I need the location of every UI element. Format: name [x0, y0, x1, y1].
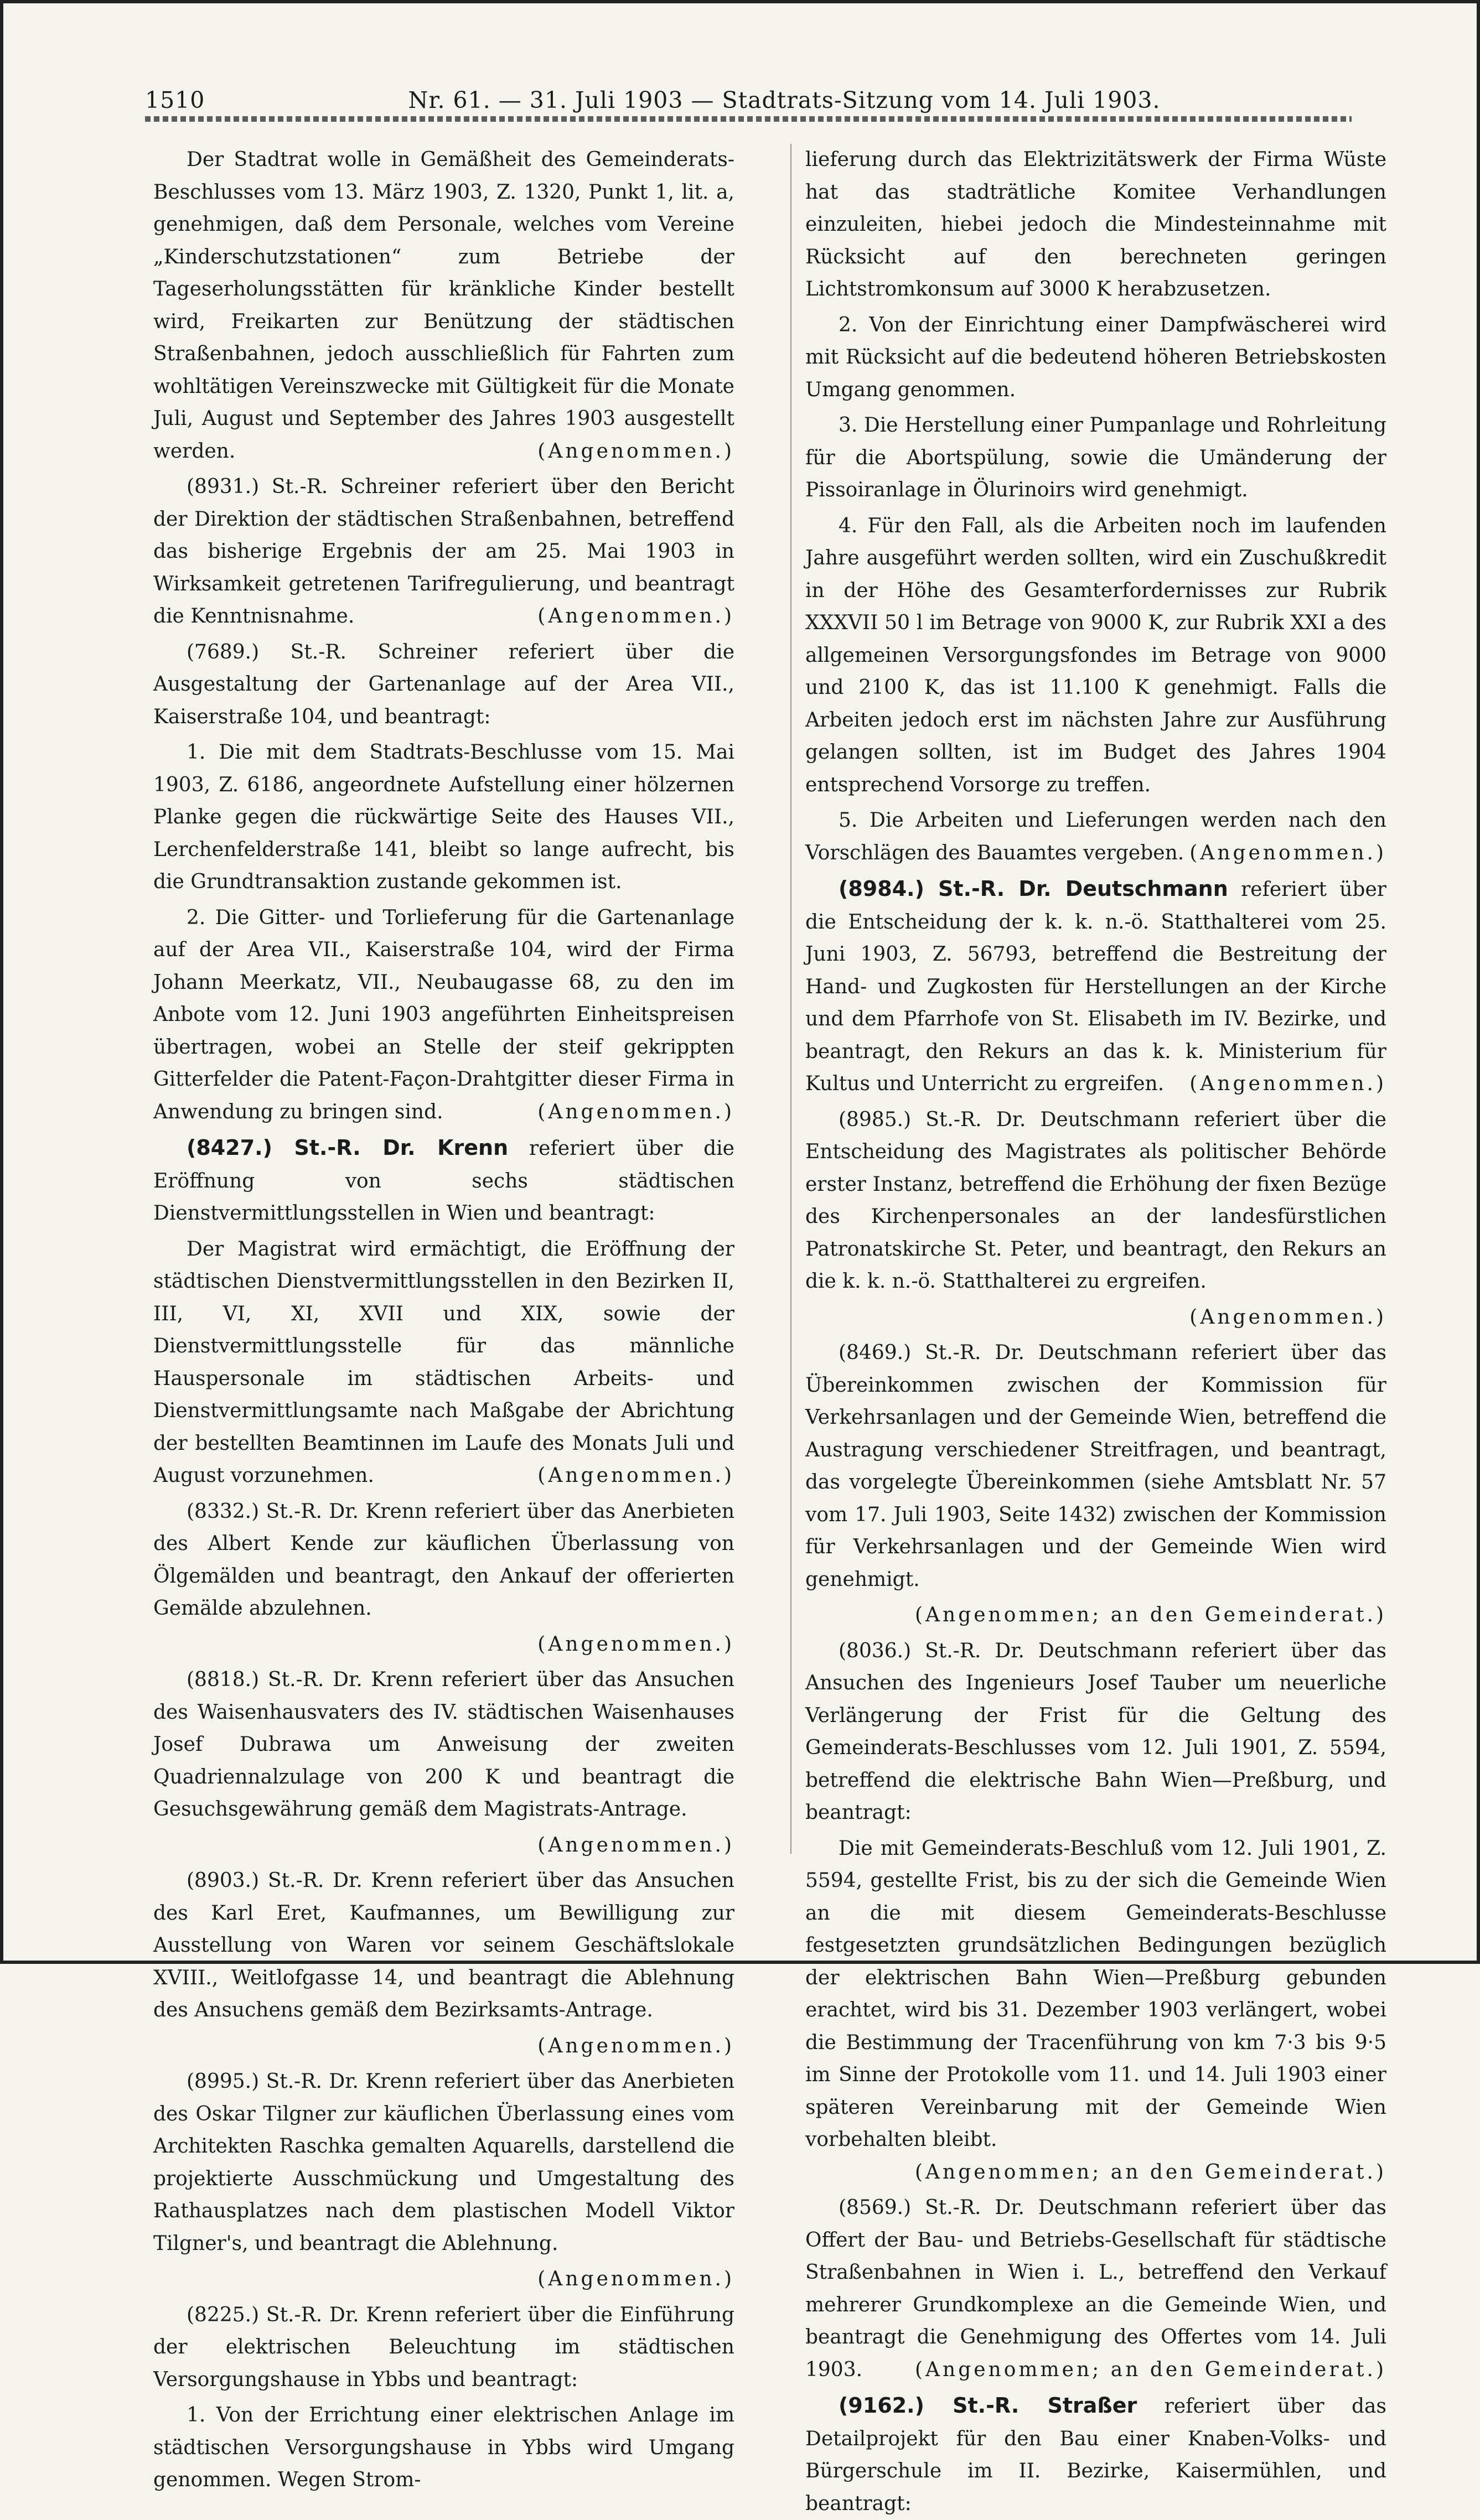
resolution-tag: (Angenommen.) [537, 2034, 734, 2057]
paragraph-text: referiert über die Entscheidung der k. k. n.-ö. Statthalterei vom 25. Juni 1903, Z. 56793, betreffend die Bestreitung der Hand- und Zugkosten für Herstellungen an der Kirche und dem Pfarrhofe von St. Elisabeth im IV. Bezirke, und beantragt, den Rekurs an das k. k. Ministerium für Kultus und Unterricht zu ergreifen. [805, 878, 1386, 1095]
paragraph-text: 5. Die Arbeiten und Lieferungen werden nach den Vorschlägen des Bauamtes vergeben. [805, 809, 1386, 864]
paragraph-text: (8931.) St.-R. Schreiner referiert über den Bericht der Direktion der städtischen Straßenbahnen, betreffend das bisherige Ergebnis der am 25. Mai 1903 in Wirksamkeit getretenen Tarifregulierung, und beantragt die Kenntnisnahme. [153, 475, 734, 628]
paragraph [805, 1337, 1386, 1596]
paragraph [153, 2066, 734, 2260]
paragraph-text: (8036.) St.-R. Dr. Deutschmann referiert über das Ansuchen des Ingenieurs Josef Tauber um neuerliche Verlängerung der Frist für die Geltung des Gemeinderats-Beschlusses vom 12. Juli 1901, Z. 5594, betreffend die elektrische Bahn Wien—Preßburg, und beantragt: [805, 1639, 1386, 1824]
paragraph [805, 2389, 1386, 2520]
resolution-tag: (Angenommen.) [537, 439, 734, 463]
paragraph-text: 2. Die Gitter- und Torlieferung für die Gartenanlage auf der Area VII., Kaiserstraße 104, wird der Firma Johann Meerkatz, VII., Neubaugasse 68, zu den im Anbote vom 12. Juni 1903 angeführten Einheitspreisen übertragen, wobei an Stelle der steif gekrippten Gitterfelder die Patent-Façon-Drahtgitter dieser Firma in Anwendung zu bringen sind. [153, 906, 734, 1123]
resolution-tag: (Angenommen.) [1189, 841, 1386, 864]
resolution-tag: (Angenommen; an den Gemeinderat.) [914, 2160, 1386, 2184]
resolution-tag: (Angenommen; an den Gemeinderat.) [914, 2358, 1386, 2381]
paragraph [153, 1132, 734, 1230]
paragraph [805, 309, 1386, 407]
paragraph-text: 1. Die mit dem Stadtrats-Beschlusse vom 15. Mai 1903, Z. 6186, angeordnete Aufstellung einer hölzernen Planke gegen die rückwärtige Seite des Hauses VII., Lerchenfelderstraße 141, bleibt so lange aufrecht, bis die Grundtransaktion zustande gekommen ist. [153, 741, 734, 893]
paragraph [153, 902, 734, 1129]
paragraph-text: 2. Von der Einrichtung einer Dampfwäscherei wird mit Rücksicht auf die bedeutend höheren Betriebskosten Umgang genommen. [805, 313, 1386, 401]
paragraph-text: (8995.) St.-R. Dr. Krenn referiert über das Anerbieten des Oskar Tilgner zur käuflichen Überlassung eines vom Architekten Raschka gemalten Aquarells, darstellend die projektierte Ausschmückung und Umgestaltung des Rathausplatzes nach dem plastischen Modell Viktor Tilgner's, und beantragt die Ablehnung. [153, 2070, 734, 2255]
paragraph-text: 1. Von der Errichtung einer elektrischen Anlage im städtischen Versorgungshause in Ybbs wird Umgang genommen. Wegen Strom- [153, 2404, 734, 2491]
resolution-tag: (Angenommen.) [537, 2268, 734, 2290]
speaker-heading: (8427.) St.-R. Dr. Krenn [187, 1135, 509, 1160]
paragraph-text: (8985.) St.-R. Dr. Deutschmann referiert über die Entscheidung des Magistrates als politischer Behörde erster Instanz, betreffend die Erhöhung der fixen Bezüge des Kirchenpersonales an der landesfürstlichen Patronatskirche St. Peter, und beantragt, den Rekurs an die k. k. n.-ö. Statthalterei zu ergreifen. [805, 1108, 1386, 1293]
resolution-tag: (Angenommen.) [537, 605, 734, 628]
resolution-tag: (Angenommen.) [537, 1632, 734, 1656]
paragraph-text: referiert über das Detailprojekt für den Bau einer Knaben-Volks- und Bürgerschule im II. Bezirke, Kaisermühlen, und beantragt: [805, 2395, 1386, 2515]
paragraph [805, 409, 1386, 507]
page-number: 1510 [145, 87, 205, 113]
paragraph [805, 1104, 1386, 1298]
resolution-tag: (Angenommen.) [537, 1464, 734, 1487]
paragraph-text: Die mit Gemeinderats-Beschluß vom 12. Juli 1901, Z. 5594, gestellte Frist, bis zu der sich die Gemeinde Wien an die mit diesem Gemeinderats-Beschlusse festgesetzten grundsätzlichen Bedingungen bezüglich der elektrischen Bahn Wien—Preßburg gebunden erachtet, wird bis 31. Dezember 1903 verlängert, wobei die Bestimmung der Tracenführung von km 7·3 bis 9·5 im Sinne der Protokolle vom 11. und 14. Juli 1903 einer späteren Vereinbarung mit der Gemeinde Wien vorbehalten bleibt. [805, 1837, 1386, 2151]
paragraph-text: (8332.) St.-R. Dr. Krenn referiert über das Anerbieten des Albert Kende zur käuflichen Überlassung von Ölgemälden und beantragt, den Ankauf der offerierten Gemälde abzulehnen. [153, 1500, 734, 1620]
paragraph-text: (8569.) St.-R. Dr. Deutschmann referiert über das Offert der Bau- und Betriebs-Gesellschaft für städtische Straßenbahnen in Wien i. L., betreffend den Verkauf mehrerer Grundkomplexe an die Gemeinde Wien, und beantragt die Genehmigung des Offertes vom 14. Juli 1903. [805, 2196, 1386, 2381]
resolution-tag: (Angenommen.) [537, 1100, 734, 1123]
left-column [153, 144, 734, 2491]
paragraph [805, 510, 1386, 802]
paragraph-text: (8225.) St.-R. Dr. Krenn referiert über die Einführung der elektrischen Beleuchtung im städtischen Versorgungshause in Ybbs und beantragt: [153, 2303, 734, 2391]
resolution-tag: (Angenommen.) [537, 1833, 734, 1857]
paragraph [153, 471, 734, 633]
column-divider [790, 144, 791, 1854]
resolution-tag: (Angenommen.) [1189, 1305, 1386, 1329]
paragraph [805, 2192, 1386, 2386]
paragraph [805, 144, 1386, 306]
page-header [145, 69, 1352, 113]
right-column [805, 144, 1386, 2515]
speaker-heading: (9162.) St.-R. Straßer [839, 2393, 1137, 2418]
paragraph [153, 2299, 734, 2397]
paragraph-text: (8469.) St.-R. Dr. Deutschmann referiert über das Übereinkommen zwischen der Kommission für Verkehrsanlagen und der Gemeinde Wien, betreffend die Austragung verschiedener Streitfragen, und beantragt, das vorgelegte Übereinkommen (siehe Amtsblatt Nr. 57 vom 17. Juli 1903, Seite 1432) zwischen der Kommission für Verkehrsanlagen und der Gemeinde Wien wird genehmigt. [805, 1341, 1386, 1591]
paragraph-text: 3. Die Herstellung einer Pumpanlage und Rohrleitung für die Abortspülung, sowie die Umänderung der Pissoiranlage in Ölurinoirs wird genehmigt. [805, 414, 1386, 501]
paragraph [153, 1865, 734, 2027]
header-rule [145, 116, 1352, 122]
paragraph-text: (8818.) St.-R. Dr. Krenn referiert über das Ansuchen des Waisenhausvaters des IV. städtischen Waisenhauses Josef Dubrawa um Anweisung der zweiten Quadriennalzulage von 200 K und beantragt die Gesuchsgewährung gemäß dem Magistrats-Antrage. [153, 1668, 734, 1821]
paragraph-text: Der Stadtrat wolle in Gemäßheit des Gemeinderats-Beschlusses vom 13. März 1903, Z. 1320, Punkt 1, lit. a, genehmigen, daß dem Personale, welches vom Vereine „Kinderschutzstationen“ zum Betriebe der Tageserholungsstätten für kränkliche Kinder bestellt wird, Freikarten zur Benützung der städtischen Straßenbahnen, jedoch ausschließlich für Fahrten zum wohltätigen Vereinszwecke mit Gültigkeit für die Monate Juli, August und September des Jahres 1903 ausgestellt werden. [153, 148, 734, 463]
paragraph-text: Der Magistrat wird ermächtigt, die Eröffnung der städtischen Dienstvermittlungsstellen in den Bezirken II, III, VI, XI, XVII und XIX, sowie der Dienstvermittlungsstelle für das männliche Hauspersonale im städtischen Arbeits- und Dienstvermittlungsamte nach Maßgabe der Abrichtung der bestellten Beamtinnen im Laufe des Monats Juli und August vorzunehmen. [153, 1237, 734, 1487]
paragraph-text: lieferung durch das Elektrizitätswerk der Firma Wüste hat das stadträtliche Komitee Verhandlungen einzuleiten, hiebei jedoch die Mindesteinnahme mit Rücksicht auf den berechneten geringen Lichtstromkonsum auf 3000 K herabzusetzen. [805, 148, 1386, 300]
paragraph [805, 1833, 1386, 2189]
paragraph [153, 1664, 734, 1826]
paragraph [805, 1635, 1386, 1829]
paragraph-text: referiert über die Eröffnung von sechs städtischen Dienstvermittlungsstellen in Wien und beantragt: [153, 1137, 734, 1225]
paragraph-text: 4. Für den Fall, als die Arbeiten noch im laufenden Jahre ausgeführt werden sollten, wird ein Zuschußkredit in der Höhe des Gesamterfordernisses zur Rubrik XXXVII 50 l im Betrage von 9000 K, zur Rubrik XXI a des allgemeinen Versorgungsfondes im Betrage von 9000 und 2100 K, das ist 11.100 K genehmigt. Falls die Arbeiten jedoch erst im nächsten Jahre zur Ausführung gelangen sollten, ist im Budget des Jahres 1904 entsprechend Vorsorge zu treffen. [805, 514, 1386, 796]
paragraph-text: (7689.) St.-R. Schreiner referiert über die Ausgestaltung der Gartenanlage auf der Area VII., Kaiserstraße 104, und beantragt: [153, 640, 734, 728]
paragraph-text: (8903.) St.-R. Dr. Krenn referiert über das Ansuchen des Karl Eret, Kaufmannes, um Bewilligung zur Ausstellung von Waren vor seinem Geschäftslokale XVIII., Weitlofgasse 14, und beantragt die Ablehnung des Ansuchens gemäß dem Bezirksamts-Antrage. [153, 1869, 734, 2021]
paragraph [153, 737, 734, 899]
paragraph [153, 2399, 734, 2497]
paragraph [153, 636, 734, 734]
paragraph [153, 1496, 734, 1625]
page-title: Nr. 61. — 31. Juli 1903 — Stadtrats-Sitzung vom 14. Juli 1903. [408, 87, 1161, 113]
paragraph [153, 144, 734, 468]
paragraph [805, 873, 1386, 1101]
resolution-tag: (Angenommen.) [1189, 1072, 1386, 1095]
paragraph [805, 805, 1386, 869]
resolution-tag: (Angenommen; an den Gemeinderat.) [914, 1604, 1386, 1626]
paragraph [153, 1233, 734, 1492]
speaker-heading: (8984.) St.-R. Dr. Deutschmann [839, 877, 1228, 901]
